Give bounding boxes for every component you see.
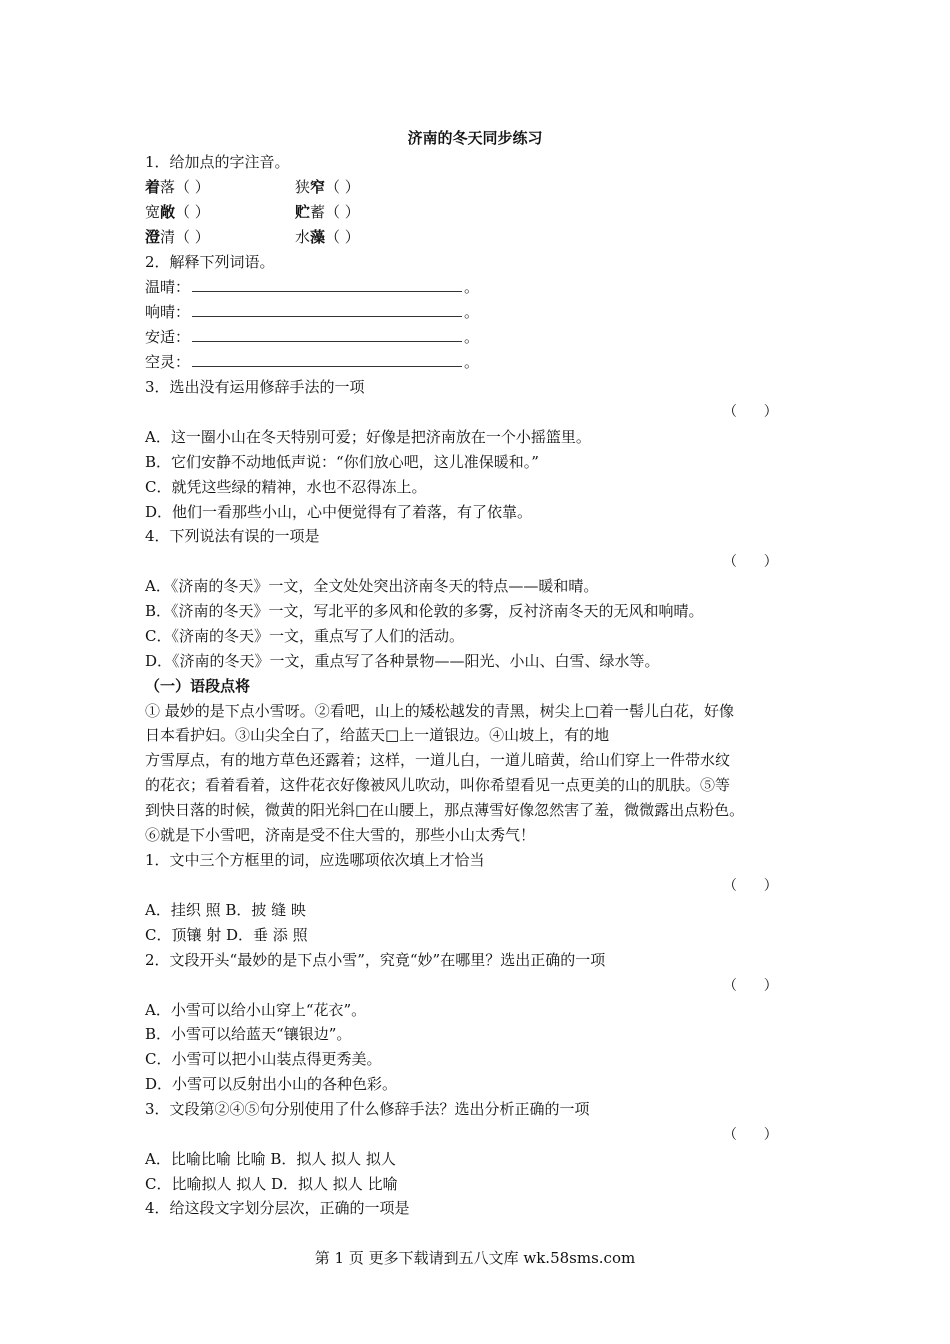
sq3-answer-paren: （ ） [723,1127,778,1143]
sq3-prompt: 3．文段第②④⑤句分别使用了什么修辞手法？选出分析正确的一项 [145,1100,590,1118]
sq2-answer-paren: （ ） [723,978,778,994]
page-footer: 第 1 页 更多下载请到五八文库 wk.58sms.com [314,1249,636,1267]
passage-line-5: 到快日落的时候，微黄的阳光斜□在山腰上，那点薄雪好像忽然害了羞，微微露出点粉色。 [145,801,745,819]
passage-line-4: 的花衣；看着看着，这件花衣好像被风儿吹动，叫你希望看见一点更美的山的肌肤。⑤等 [145,776,731,794]
q4-option-b: B．《济南的冬天》一文，写北平的多风和伦敦的多雾，反衬济南冬天的无风和响晴。 [145,602,704,620]
q1-row-1: 着落（ ） 狭窄（ ） [145,178,360,196]
sq2-option-a: A．小雪可以给小山穿上“花衣”。 [145,1001,367,1019]
q4-option-c: C．《济南的冬天》一文，重点写了人们的活动。 [145,627,464,645]
q3-option-a: A．这一圈小山在冬天特别可爱；好像是把济南放在一个小摇篮里。 [145,428,591,446]
q4-answer-paren: （ ） [723,554,778,570]
q4-option-a: A．《济南的冬天》一文，全文处处突出济南冬天的特点——暖和晴。 [145,577,599,595]
sq2-option-d: D．小雪可以反射出小山的各种色彩。 [145,1075,398,1093]
passage-line-3: 方雪厚点，有的地方草色还露着；这样，一道儿白，一道儿暗黄，给山们穿上一件带水纹 [145,751,731,769]
q1-char: 着 [145,178,161,196]
section-heading: （一）语段点将 [145,677,251,695]
q1-char: 贮 [295,203,311,221]
sq1-answer-paren: （ ） [723,878,778,894]
answer-blank[interactable] [192,352,462,367]
q2-term-1: 温晴： 。 [145,278,480,296]
answer-blank[interactable] [192,277,462,292]
passage-line-6: ⑥就是下小雪吧，济南是受不住大雪的，那些小山太秀气！ [145,826,536,844]
sq4-prompt: 4．给这段文字划分层次，正确的一项是 [145,1199,410,1217]
sq2-option-c: C．小雪可以把小山装点得更秀美。 [145,1050,382,1068]
page-title: 济南的冬天同步练习 [407,129,543,147]
q3-answer-paren: （ ） [723,404,778,420]
sq1-prompt: 1．文中三个方框里的词，应选哪项依次填上才恰当 [145,851,485,869]
sq2-option-b: B．小雪可以给蓝天“镶银边”。 [145,1025,352,1043]
q3-option-c: C．就凭这些绿的精神，水也不忍得冻上。 [145,478,427,496]
q3-option-d: D．他们一看那些小山，心中便觉得有了着落，有了依靠。 [145,503,533,521]
q3-prompt: 3．选出没有运用修辞手法的一项 [145,378,365,396]
q2-term-2: 响晴： 。 [145,303,480,321]
sq1-option-cd: C．顶镶 射 D．垂 添 照 [145,926,308,944]
q4-prompt: 4．下列说法有误的一项是 [145,527,320,545]
q4-option-d: D．《济南的冬天》一文，重点写了各种景物——阳光、小山、白雪、绿水等。 [145,652,660,670]
answer-blank[interactable] [192,302,462,317]
q1-char: 敞 [160,203,176,221]
q1-prompt: 1．给加点的字注音。 [145,153,290,171]
sq1-option-ab: A．挂织 照 B．披 缝 映 [145,901,306,919]
q1-char: 澄 [145,228,161,246]
passage-line-1: ① 最妙的是下点小雪呀。②看吧，山上的矮松越发的青黑，树尖上□着一髻儿白花，好像 [145,702,734,720]
q2-term-4: 空灵： 。 [145,353,480,371]
q3-option-b: B．它们安静不动地低声说：“你们放心吧，这儿准保暖和。” [145,453,539,471]
q1-row-2: 宽敞（ ） 贮蓄（ ） [145,203,360,221]
answer-blank[interactable] [192,327,462,342]
passage-line-2: 日本看护妇。③山尖全白了，给蓝天□上一道银边。④山坡上，有的地 [145,726,610,744]
sq3-option-cd: C．比喻拟人 拟人 D．拟人 拟人 比喻 [145,1175,398,1193]
q1-row-3: 澄清（ ） 水藻（ ） [145,228,360,246]
q1-char: 窄 [310,178,326,196]
sq3-option-ab: A．比喻比喻 比喻 B．拟人 拟人 拟人 [145,1150,396,1168]
q2-term-3: 安适： 。 [145,328,480,346]
sq2-prompt: 2．文段开头“最妙的是下点小雪”，究竟“妙”在哪里？选出正确的一项 [145,951,606,969]
q2-prompt: 2．解释下列词语。 [145,253,275,271]
q1-char: 藻 [310,228,326,246]
